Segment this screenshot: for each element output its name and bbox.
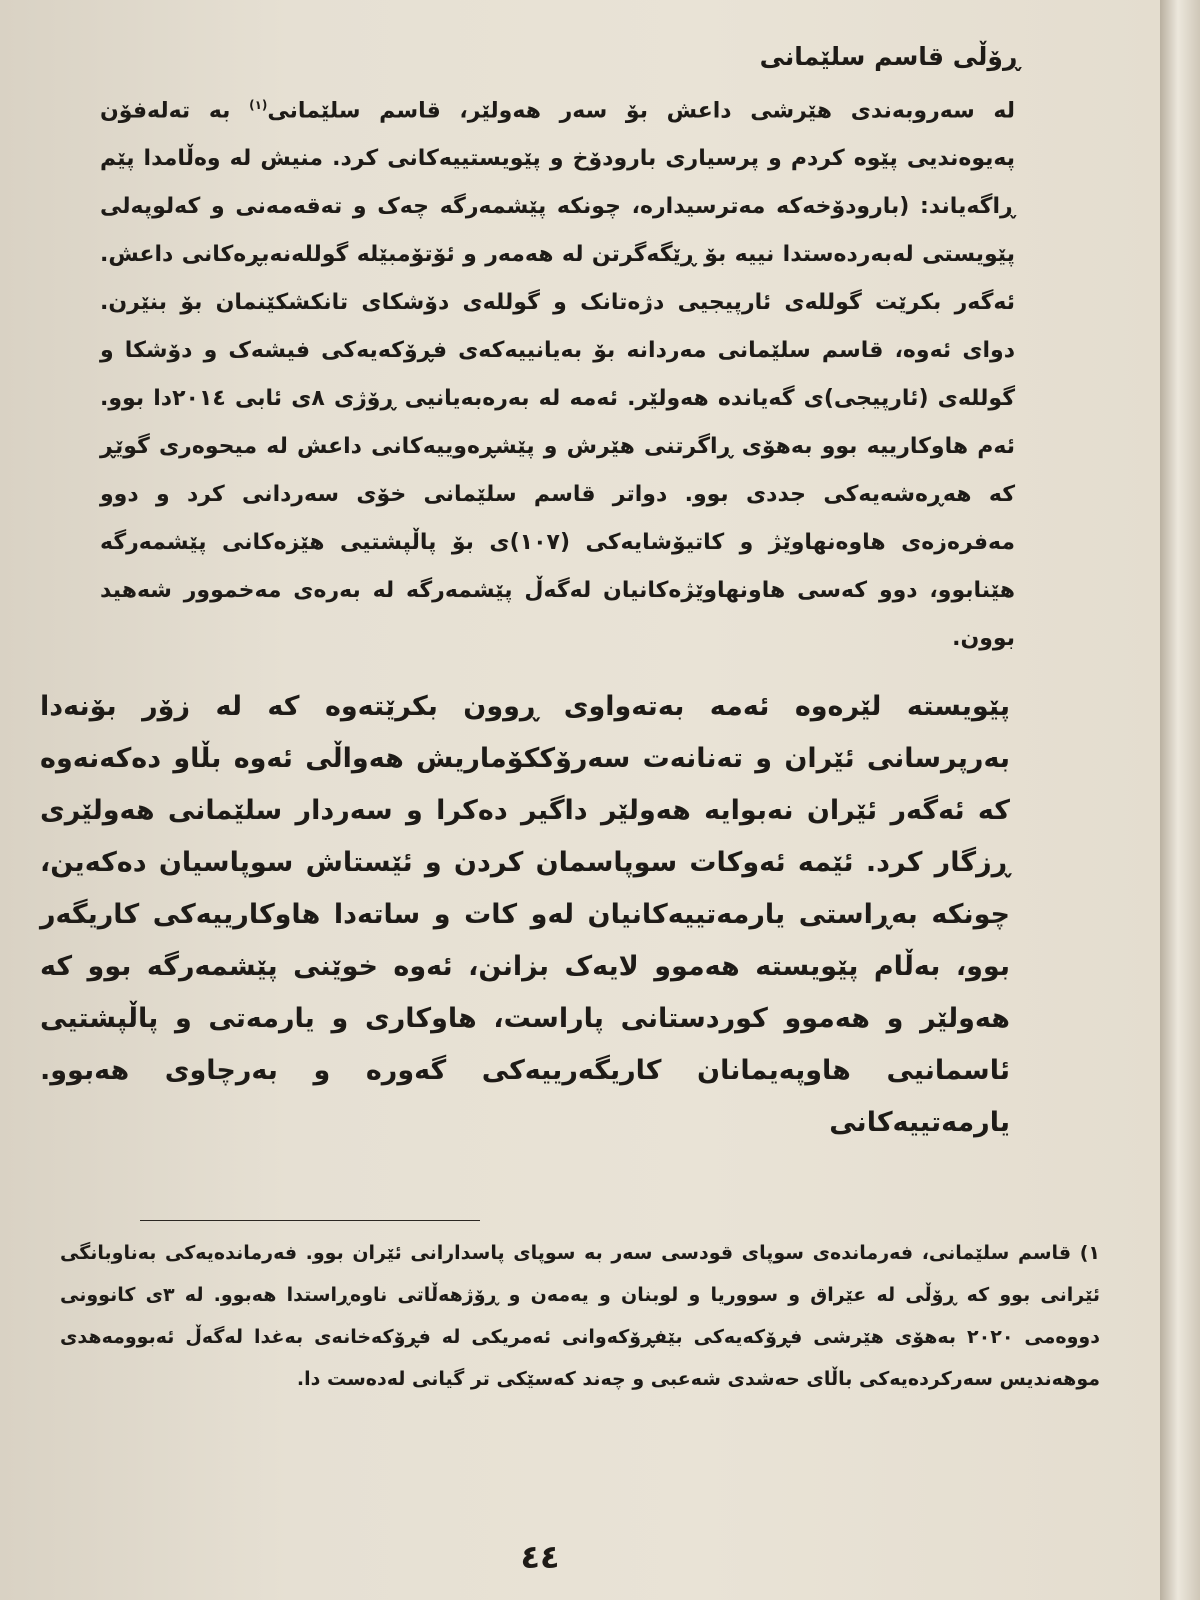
paragraph-1-start: لە سەروبەندی هێرشی داعش بۆ سەر هەولێر، قاسم سلێمانی <box>267 98 1016 124</box>
paragraph-1 <box>100 81 1015 663</box>
footnote-divider <box>140 1220 480 1221</box>
paragraph-1-rest: بە تەلەفۆن پەیوەندیی پێوە کردم و پرسیاری بارودۆخ و پێویستییەکانی کرد. منیش لە وەڵامدا پێم ڕاگەیاند: (بارودۆخەکە مەترسیدارە، چونکە پێشمەرگە چەک و تەقەمەنی و کەلوپەلی پێویستی لەبەردەستدا نییە بۆ ڕێگەگرتن لە هەمەر و ئۆتۆمبێلە گوللەنەبڕەکانی داعش. ئەگەر بکرێت گوللەی ئارپیجیی دژەتانک و گوللەی دۆشکای تانکشکێنمان بۆ بنێرن. دوای ئەوە، قاسم سلێمانی مەردانە بۆ بەیانییەکەی فڕۆکەیەکی فیشەک و دۆشکا و گوللەی (ئارپیجی)ی گەیاندە هەولێر. ئەمە لە بەرەبەیانیی ڕۆژی ٨ی ئابی ٢٠١٤دا بوو. ئەم هاوکارییە بوو بەهۆی ڕاگرتنی هێرش و پێشڕەوییەکانی داعش لە میحوەری گوێڕ کە هەڕەشەیەکی جددی بوو. دواتر قاسم سلێمانی خۆی سەردانی کرد و دوو مەفرەزەی هاوەنهاوێژ و کاتیۆشایەکی (١٠٧)ی بۆ پاڵپشتیی هێزەکانی پێشمەرگە هێنابوو، دوو کەسی هاونهاوێژەکانیان لەگەڵ پێشمەرگە لە بەرەی مەخموور شەهید بوون. <box>100 98 1015 652</box>
footnote-marker: (١) <box>249 98 268 112</box>
footnote: ١) قاسم سلێمانی، فەرماندەی سوپای قودسی سەر بە سوپای پاسدارانی ئێران بوو. فەرماندەیەکی بەناوبانگی ئێرانی بوو کە ڕۆڵی لە عێراق و سووریا و لوبنان و یەمەن و ڕۆژهەڵاتی ناوەڕاستدا هەبوو. لە ٣ی کانوونی دووەمی ٢٠٢٠ بەهۆی هێرشی فڕۆکەیەکی بێفڕۆکەوانی ئەمریکی لە فڕۆکەخانەی بەغدا لەگەڵ ئەبوومەهدی موهەندیس سەرکردەیەکی باڵای حەشدی شەعبی و چەند کەسێکی تر گیانی لەدەست دا. <box>60 1242 1100 1390</box>
page-content <box>40 30 1040 1149</box>
page-edge <box>1160 0 1200 1600</box>
section-heading: ڕۆڵی قاسم سلێمانی <box>759 42 1020 71</box>
paragraph-2: پێویستە لێرەوە ئەمە بەتەواوی ڕوون بکرێتەوە کە لە زۆر بۆنەدا بەرپرسانی ئێران و تەنانەت سەرۆککۆماریش هەواڵی ئەوە بڵاو دەکەنەوە کە ئەگەر ئێران نەبوایە هەولێر داگیر دەکرا و سەردار سلێمانی هەولێری ڕزگار کرد. ئێمە ئەوکات سوپاسمان کردن و ئێستاش سوپاسیان دەکەین، چونکە بەڕاستی یارمەتییەکانیان لەو کات و ساتەدا هاوکارییەکی کاریگەر بوو، بەڵام پێویستە هەموو لایەک بزانن، ئەوە خوێنی پێشمەرگە بوو کە هەولێر و هەموو کوردستانی پاراست، هاوکاری و یارمەتی و پاڵپشتیی ئاسمانیی هاوپەیمانان کاریگەرییەکی گەورە و بەرچاوی هەبوو. یارمەتییەکانی <box>40 691 1010 1139</box>
page-number: ٤٤ <box>520 1538 560 1576</box>
